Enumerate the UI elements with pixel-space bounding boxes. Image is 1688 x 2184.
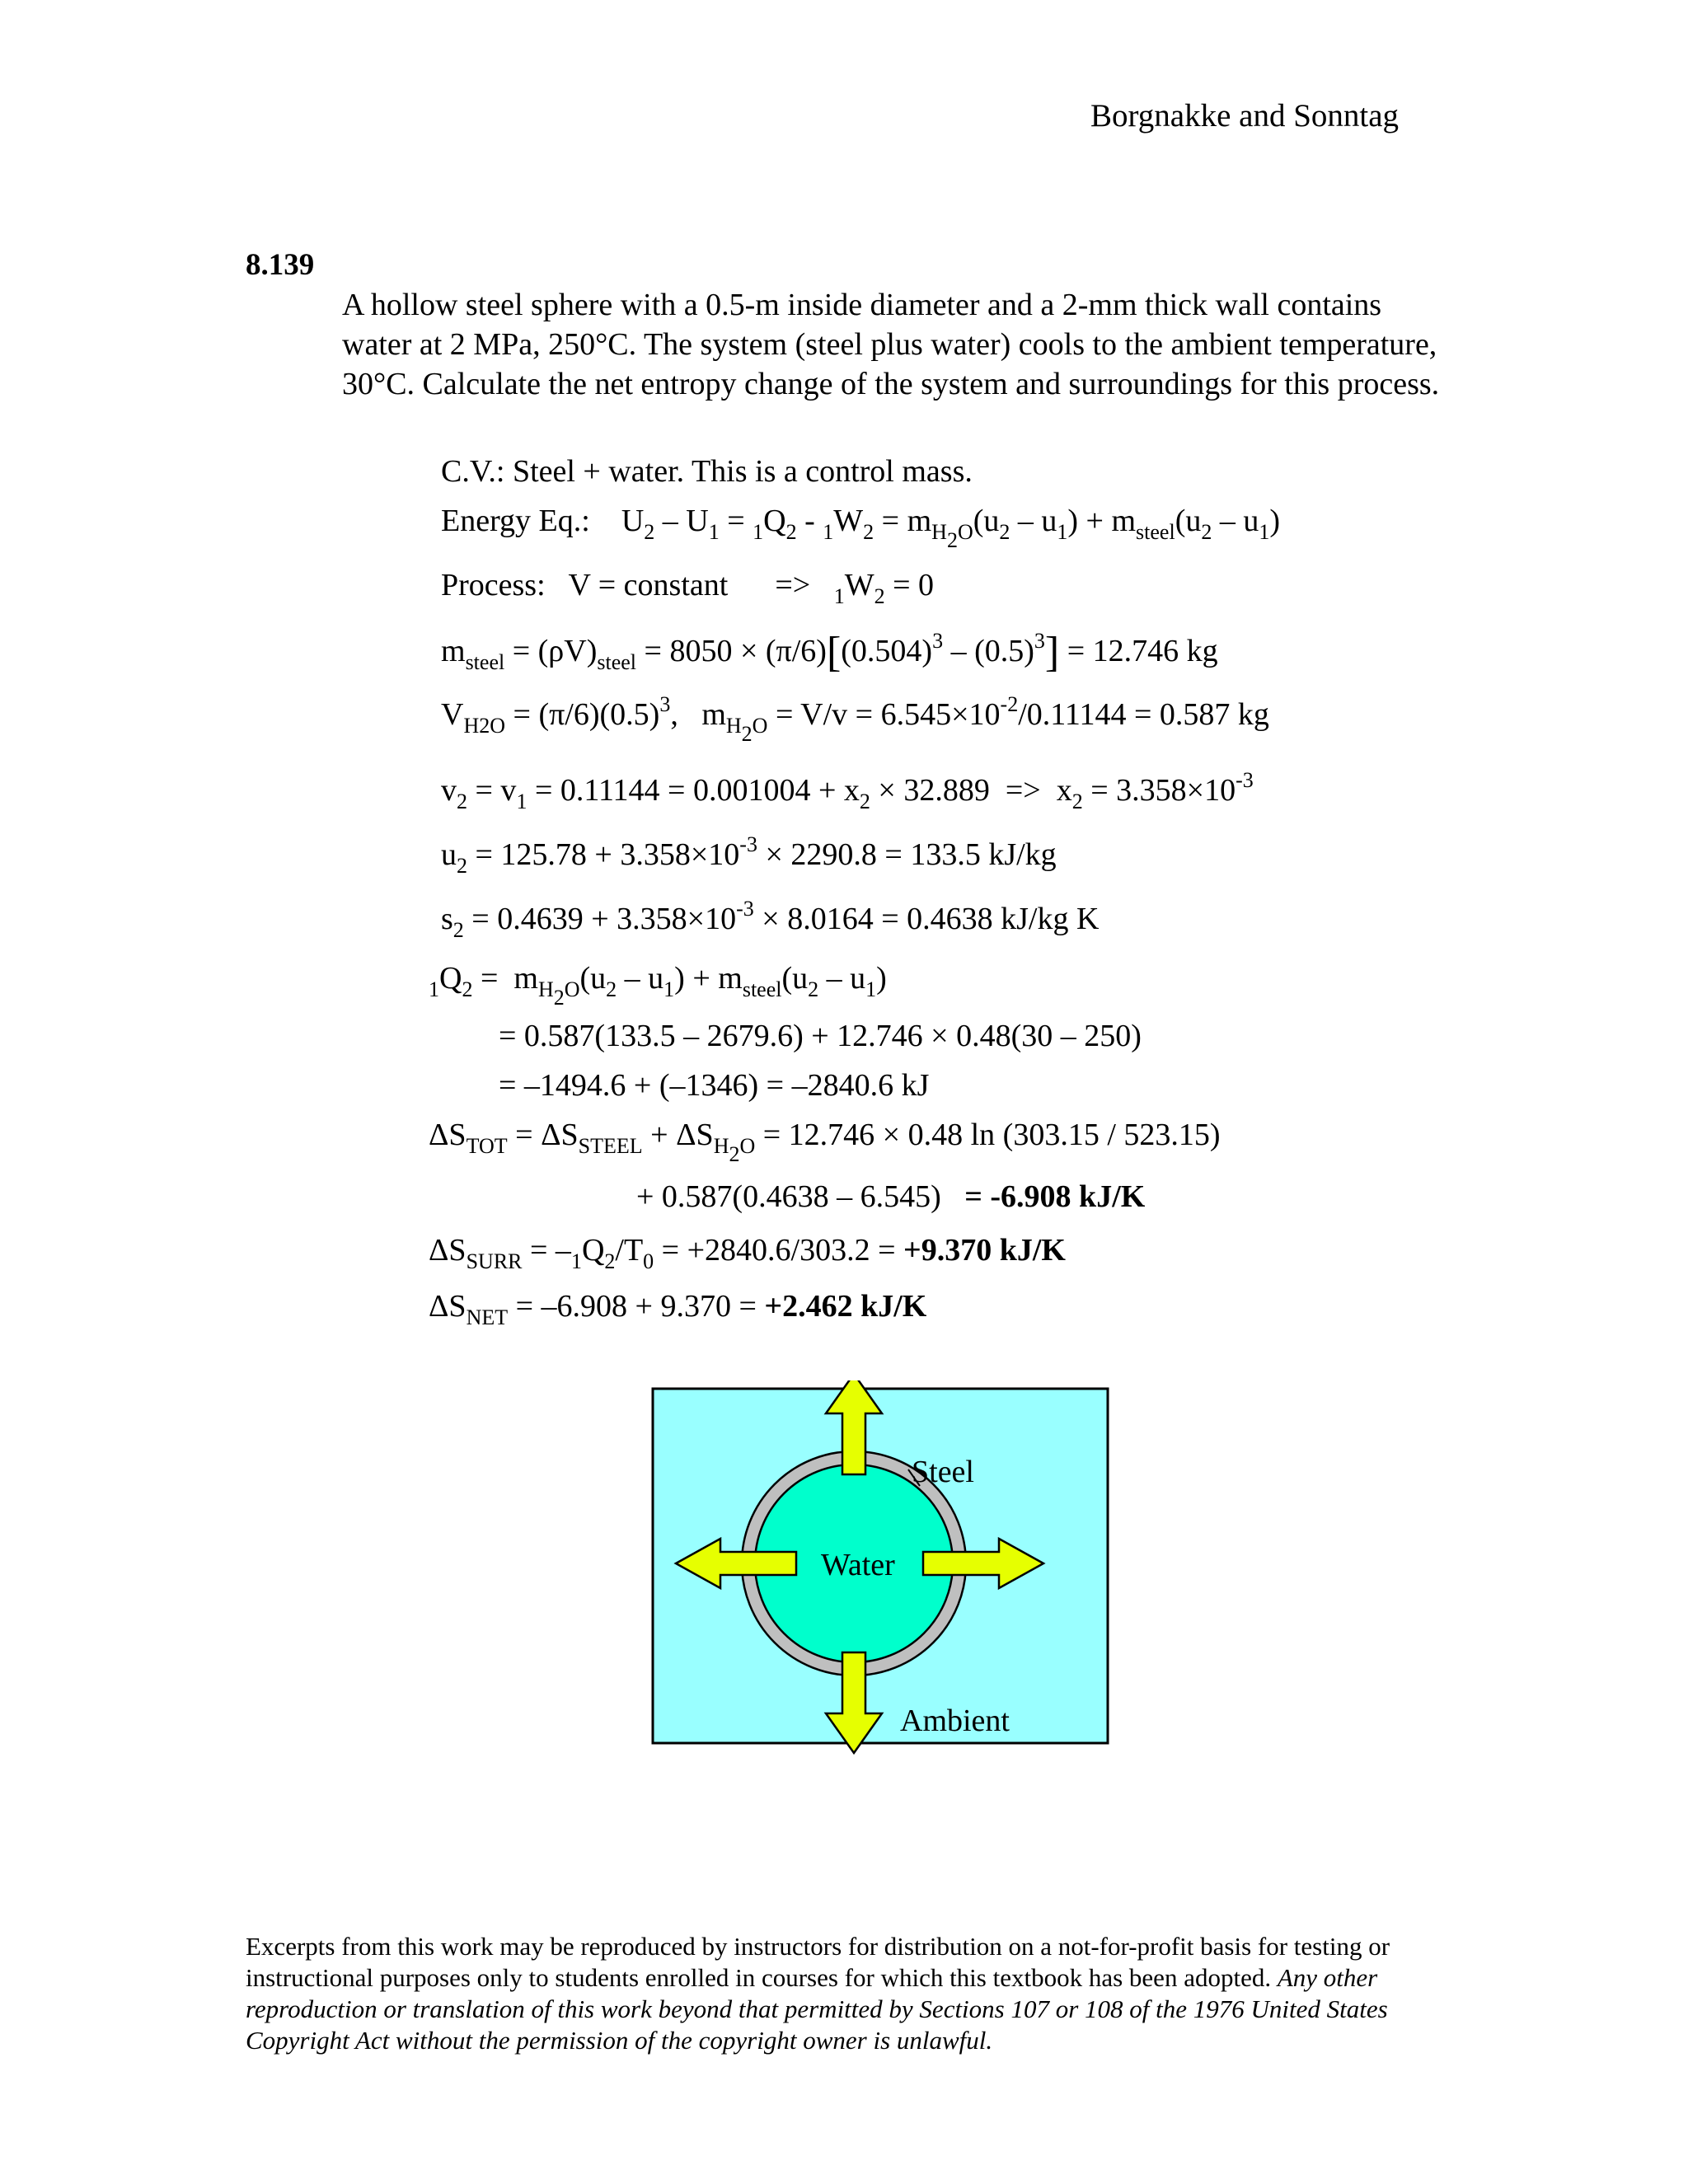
energy-equation: Energy Eq.: $U_2 - U_1 = _1Q_2 - _1W_2 = m_{H_2O}(u_2 - u_1) + m_{steel}(u_2 - u_1)$ (441, 504, 1280, 552)
copyright-footer (246, 1931, 1449, 2056)
total-entropy-tail: = 12.746 × 0.48 ln (303.15 / 523.15) (762, 1118, 1221, 1152)
process-text: V = constant (568, 568, 729, 602)
process-label: Process: (441, 568, 546, 602)
surroundings-entropy-result: +9.370 kJ/K (903, 1233, 1066, 1268)
steel-label: Steel (912, 1455, 974, 1489)
net-entropy-text: = –6.908 + 9.370 = (515, 1289, 757, 1324)
u2-tail: × 2290.8 = 133.5 kJ/kg (765, 837, 1057, 872)
total-entropy-line: $\Delta S_{TOT} = \Delta S_{STEEL} + \Delta S_{H_2O} = 12.746 \times 0.48$ ln (303.15 / 523.15) (429, 1118, 1221, 1166)
u2-text: = 125.78 + 3.358×10 (475, 837, 740, 872)
implies-arrow: => (775, 568, 811, 602)
heat-transfer-line: $_1Q_2 = m_{H_2O}(u_2 - u_1) + m_{steel}(u_2 - u_1)$ (429, 961, 887, 1010)
process-line: Process: V = constant => $_1W_2 = 0$ (441, 568, 934, 608)
total-entropy-line-2 (636, 1179, 1145, 1215)
footer-notice: Excerpts from this work may be reproduced by instructors for distribution on a not-for-profit basis for testing or instructional purposes only to students enrolled in courses for which this textbook has been adopted. (246, 1932, 1390, 1992)
steel-mass-result: = 12.746 kg (1067, 634, 1218, 668)
surroundings-entropy-line: $\Delta S_{SURR} = -_1Q_2/T_0 = +2840.6/303.2 = +9.370$ kJ/K (429, 1233, 1066, 1273)
steel-mass-bracket: (0.504) (841, 634, 933, 668)
net-entropy-line: $\Delta S_{NET} = -6.908 + 9.370 = +2.462$ kJ/K (429, 1289, 927, 1329)
v2-mult: × 32.889 (878, 773, 990, 808)
total-entropy-result: = -6.908 kJ/K (964, 1179, 1146, 1214)
energy-lhs: U (621, 504, 645, 538)
s2-tail: × 8.0164 = 0.4638 kJ/kg K (762, 902, 1100, 936)
heat-transfer-line-3: = –1494.6 + (–1346) = –2840.6 kJ (499, 1068, 930, 1103)
s2-text: = 0.4639 + 3.358×10 (471, 902, 737, 936)
sphere-diagram (651, 1380, 1129, 1760)
internal-energy-line: $u_2 = 125.78 + 3.358\times 10^{-3} \times 2290.8 = 133.5$ kJ/kg (441, 832, 1057, 878)
problem-statement: A hollow steel sphere with a 0.5-m inside diameter and a 2-mm thick wall contains water at 2 MPa, 250°C. The system (steel plus water) cools to the ambient temperature, 30°C. Calculate the net entropy change of the system and surroundings for this process. (342, 288, 1440, 401)
heat-transfer-line-2: = 0.587(133.5 – 2679.6) + 12.746 × 0.48(30 – 250) (499, 1019, 1142, 1053)
water-mass-line: $V_{H2O} = (\pi/6)(0.5)^3$, $m_{H_2O} = V/v = 6.545\times 10^{-2}/0.11144 = 0.587$ kg (441, 692, 1269, 746)
energy-label: Energy Eq.: (441, 504, 590, 538)
control-volume-line: C.V.: Steel + water. This is a control mass. (441, 454, 973, 489)
footer-warning: Any other reproduction or translation of this work beyond that permitted by Sections 107 or 108 of the 1976 United States Copyright Act without the permission of the copyright owner is unlawful. (246, 1963, 1388, 2055)
net-entropy-result: +2.462 kJ/K (764, 1289, 927, 1324)
page-header-authors: Borgnakke and Sonntag (1090, 98, 1400, 134)
total-entropy-line2-text: + 0.587(0.4638 – 6.545) (636, 1179, 941, 1214)
surroundings-entropy-mid: /303.2 = (790, 1233, 896, 1268)
x2-value: = 3.358×10 (1090, 773, 1236, 808)
specific-volume-line: $v_2 = v_1 = 0.11144 = 0.001004 + x_2 \times 32.889 => x_2 = 3.358\times 10^{-3}$ (441, 768, 1254, 813)
v2-rhs: = v (475, 773, 517, 808)
v2-values: = 0.11144 = 0.001004 + x (534, 773, 860, 808)
steel-mass-line: $m_{steel} = (\rho V)_{steel} = 8050 \times (\pi/6)[(0.504)^3 - (0.5)^3] = 12.746$ kg (441, 629, 1218, 676)
water-label: Water (821, 1548, 895, 1582)
ambient-label: Ambient (900, 1704, 1010, 1738)
problem-number: 8.139 (246, 248, 315, 282)
entropy-line: $s_2 = 0.4639 + 3.358\times 10^{-3} \times 8.0164 = 0.4638$ kJ/kg K (441, 897, 1100, 942)
steel-mass-rhs: = 8050 × (π/6) (644, 634, 827, 668)
